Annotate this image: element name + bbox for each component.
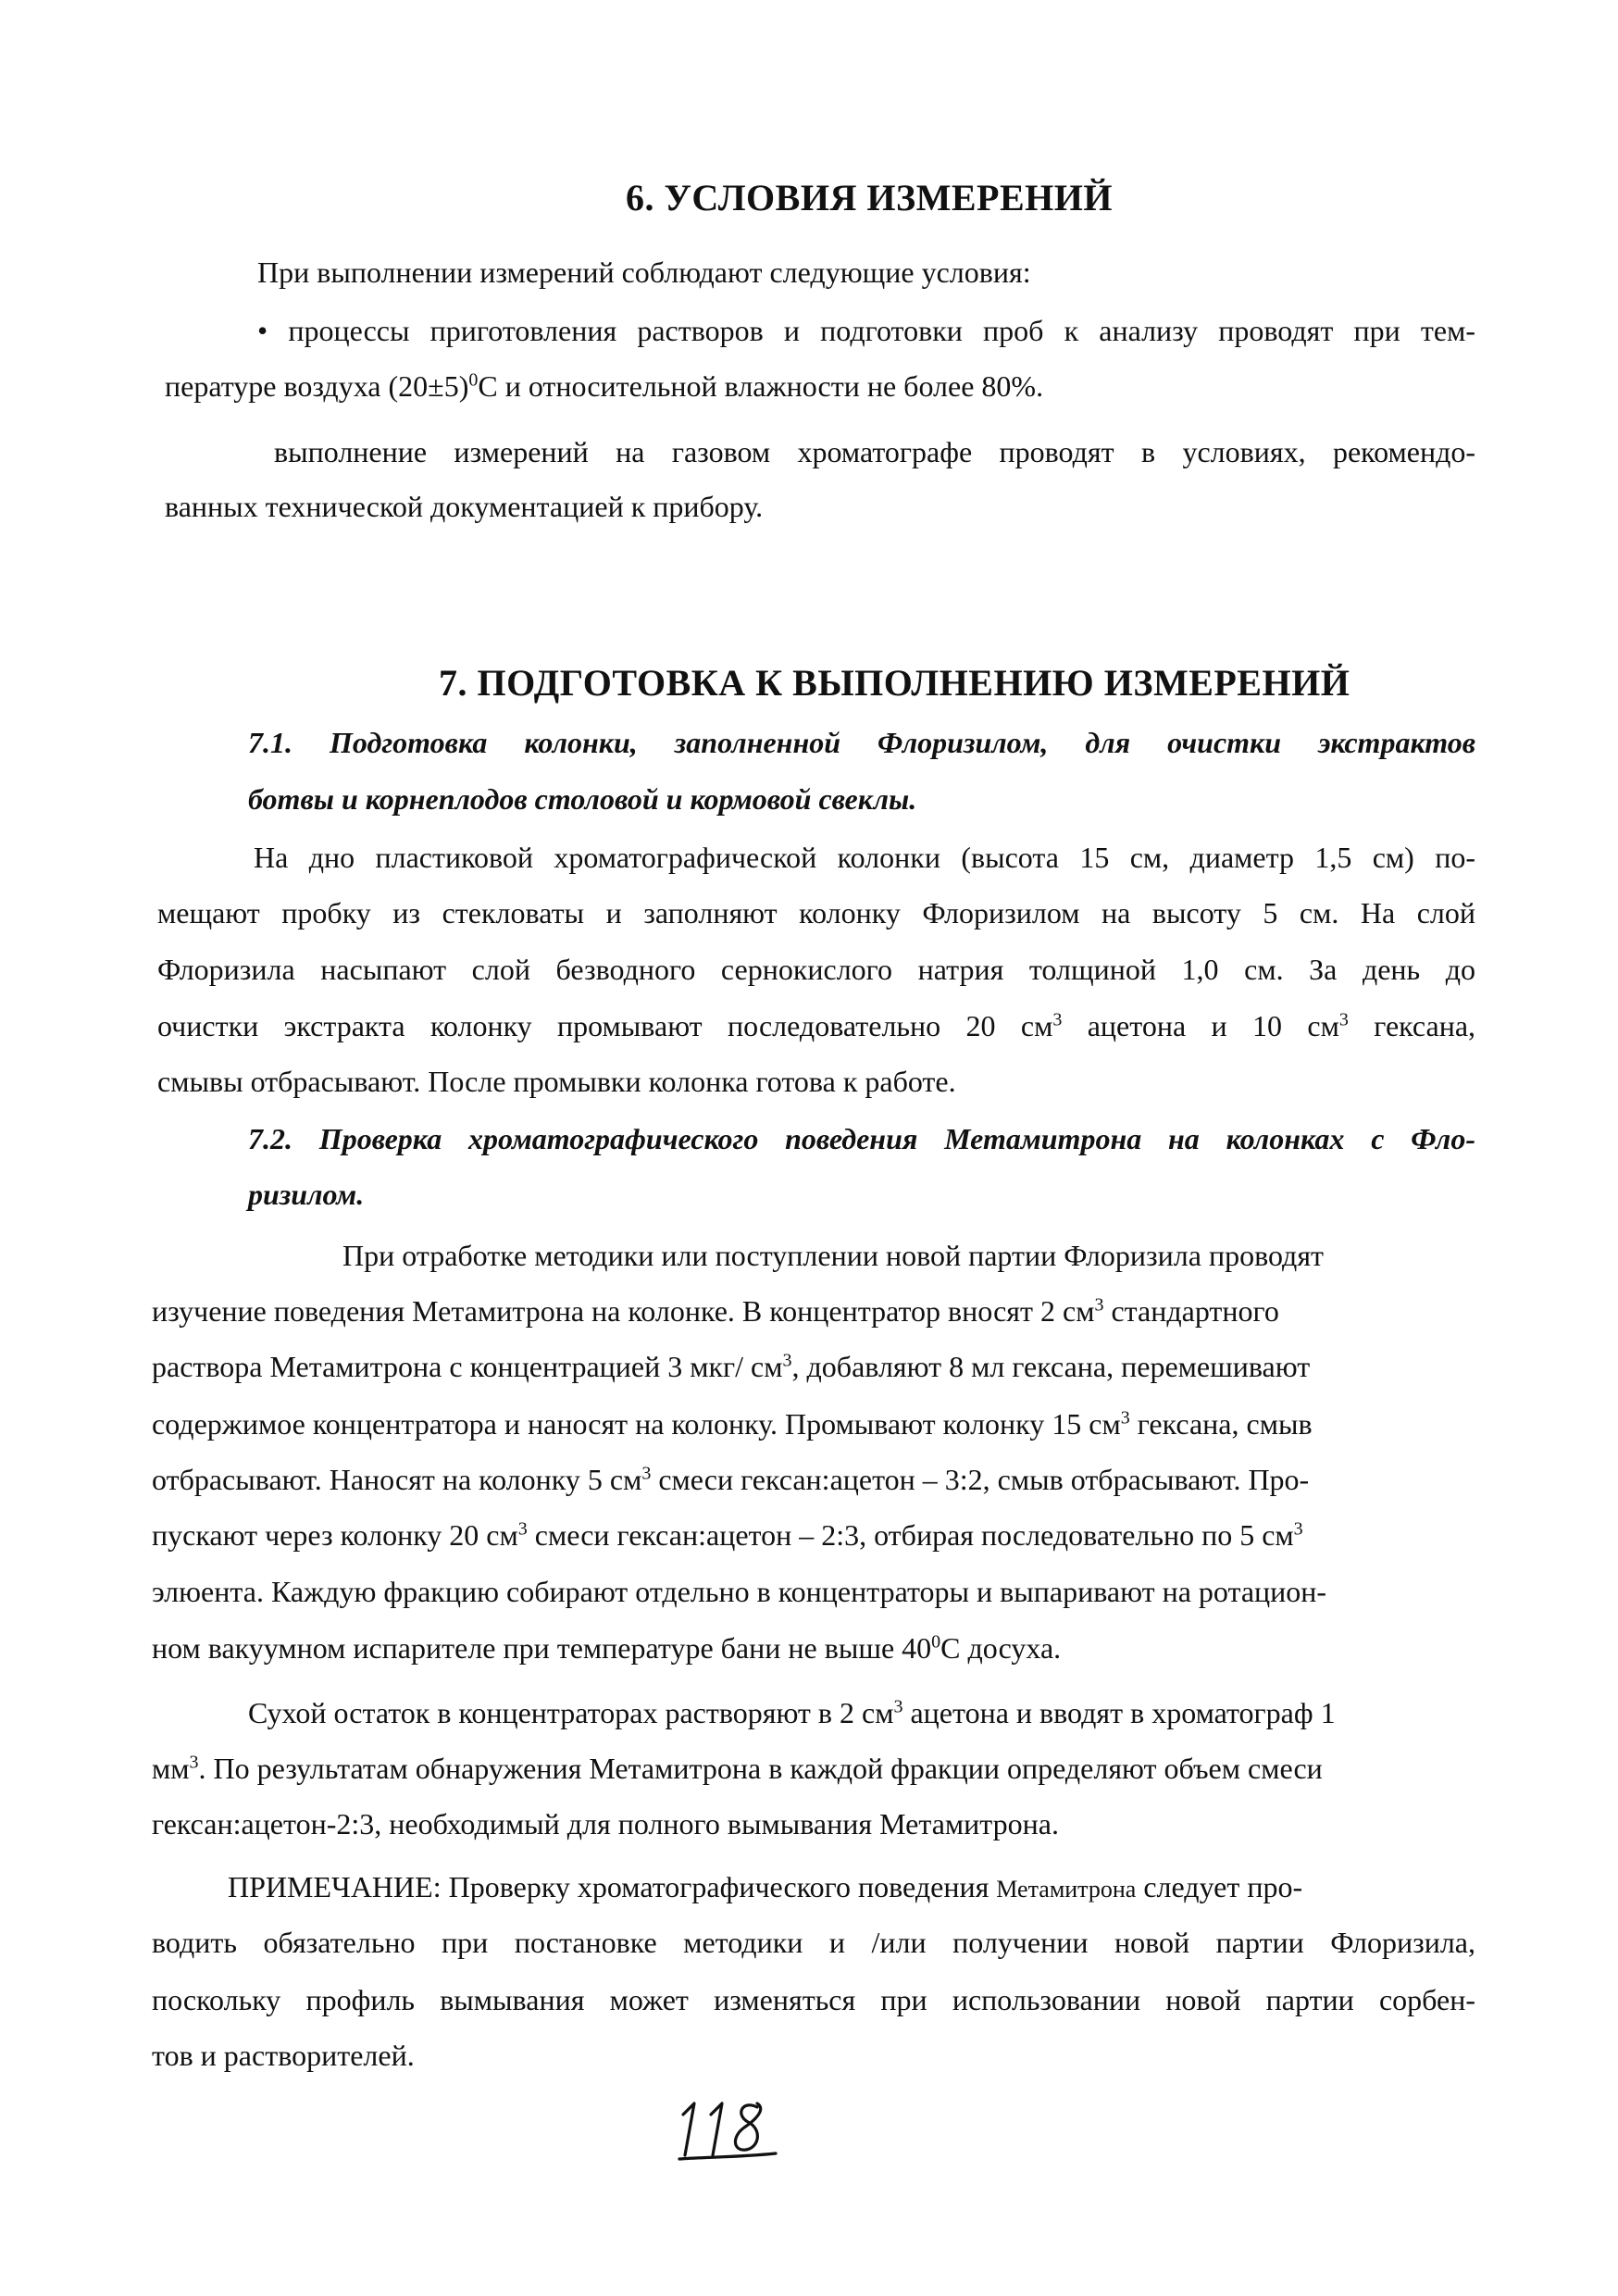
subsection-7-2-paragraph-1-line-7: элюента. Каждую фракцию собирают отдельно в концентраторы и выпаривают на ротацион- [152, 1575, 1327, 1608]
section-6-bullet-1-line-2: пературе воздуха $(20\pm 5)^0С$ и относительной влажности не более 80%. [165, 369, 1044, 403]
subsection-7-2-paragraph-1-line-1: При отработке методики или поступлении новой партии Флоризила проводят [342, 1239, 1325, 1272]
subsection-7-2-paragraph-1-line-3: раствора Метамитрона с концентрацией 3 мкг/ $см^3$, добавляют 8 мл гексана, перемешивают [152, 1350, 1311, 1383]
subsection-7-2-title-line-1: 7.2. Проверка хроматографического поведения Метамитрона на колонках с Фло- [248, 1122, 1475, 1155]
subsection-7-2-paragraph-2-line-3: гексан:ацетон-2:3, необходимый для полного вымывания Метамитрона. [152, 1807, 1059, 1841]
subsection-7-1-paragraph-line-3: Флоризила насыпают слой безводного сернокислого натрия толщиной 1,0 см. За день до [157, 953, 1475, 986]
section-6-bullet-2-line-2: ванных технической документацией к прибору. [165, 490, 764, 523]
subsection-7-2-paragraph-1-line-8: ном вакуумном испарителе при температуре бани не выше $40^0С$ досуха. [152, 1631, 1062, 1665]
handwritten-page-number [666, 2083, 796, 2166]
note-line-3: поскольку профиль вымывания может изменяться при использовании новой партии сорбен- [152, 1983, 1475, 2016]
note-line-1: ПРИМЕЧАНИЕ: Проверку хроматографического поведения Метамитрона следует про- [228, 1870, 1303, 1903]
subsection-7-1-title-line-1: 7.1. Подготовка колонки, заполненной Флоризилом, для очистки экстрактов [248, 726, 1475, 759]
subsection-7-2-paragraph-1-line-5: отбрасывают. Наносят на колонку 5 $см^3$ смеси гексан:ацетон – 3:2, смыв отбрасывают. Про- [152, 1463, 1310, 1496]
subsection-7-1-paragraph-line-5: смывы отбрасывают. После промывки колонка готова к работе. [157, 1065, 956, 1098]
section-6-intro: При выполнении измерений соблюдают следующие условия: [257, 256, 1031, 289]
subsection-7-2-paragraph-1-line-4: содержимое концентратора и наносят на колонку. Промывают колонку 15 $см^3$ гексана, смыв [152, 1407, 1313, 1441]
note-line-4: тов и растворителей. [152, 2039, 415, 2072]
subsection-7-2-paragraph-1-line-6: пускают через колонку 20 $см^3$ смеси гексан:ацетон – 2:3, отбирая последовательно по 5 $см^3$ [152, 1518, 1303, 1552]
subsection-7-2-paragraph-2-line-1: Сухой остаток в концентраторах растворяют в 2 $см^3$ ацетона и вводят в хроматограф 1 [248, 1696, 1336, 1729]
subsection-7-2-paragraph-1-line-2: изучение поведения Метамитрона на колонке. В концентратор вносят 2 $см^3$ стандартного [152, 1294, 1279, 1328]
section-7-heading: 7. ПОДГОТОВКА К ВЫПОЛНЕНИЮ ИЗМЕРЕНИЙ [439, 662, 1350, 704]
subsection-7-2-paragraph-2-line-2: $мм^3$. По результатам обнаружения Метамитрона в каждой фракции определяют объем смеси [152, 1752, 1323, 1785]
section-6-heading: 6. УСЛОВИЯ ИЗМЕРЕНИЙ [626, 177, 1113, 218]
subsection-7-1-paragraph-line-2: мещают пробку из стекловаты и заполняют колонку Флоризилом на высоту 5 см. На слой [157, 896, 1475, 930]
section-6-bullet-2-line-1: выполнение измерений на газовом хроматографе проводят в условиях, рекомендо- [274, 435, 1475, 468]
subsection-7-1-paragraph-line-4: очистки экстракта колонку промывают последовательно 20 $см^3$ ацетона и 10 $см^3$ гексана, [157, 1009, 1476, 1042]
subsection-7-1-title-line-2: ботвы и корнеплодов столовой и кормовой свеклы. [248, 782, 917, 816]
subsection-7-2-title-line-2: ризилом. [248, 1178, 365, 1211]
section-6-bullet-1-line-1: • процессы приготовления растворов и подготовки проб к анализу проводят при тем- [257, 314, 1475, 347]
subsection-7-1-paragraph-line-1: На дно пластиковой хроматографической колонки (высота 15 см, диаметр 1,5 см) по- [254, 841, 1475, 874]
note-line-2: водить обязательно при постановке методики и /или получении новой партии Флоризила, [152, 1926, 1475, 1959]
